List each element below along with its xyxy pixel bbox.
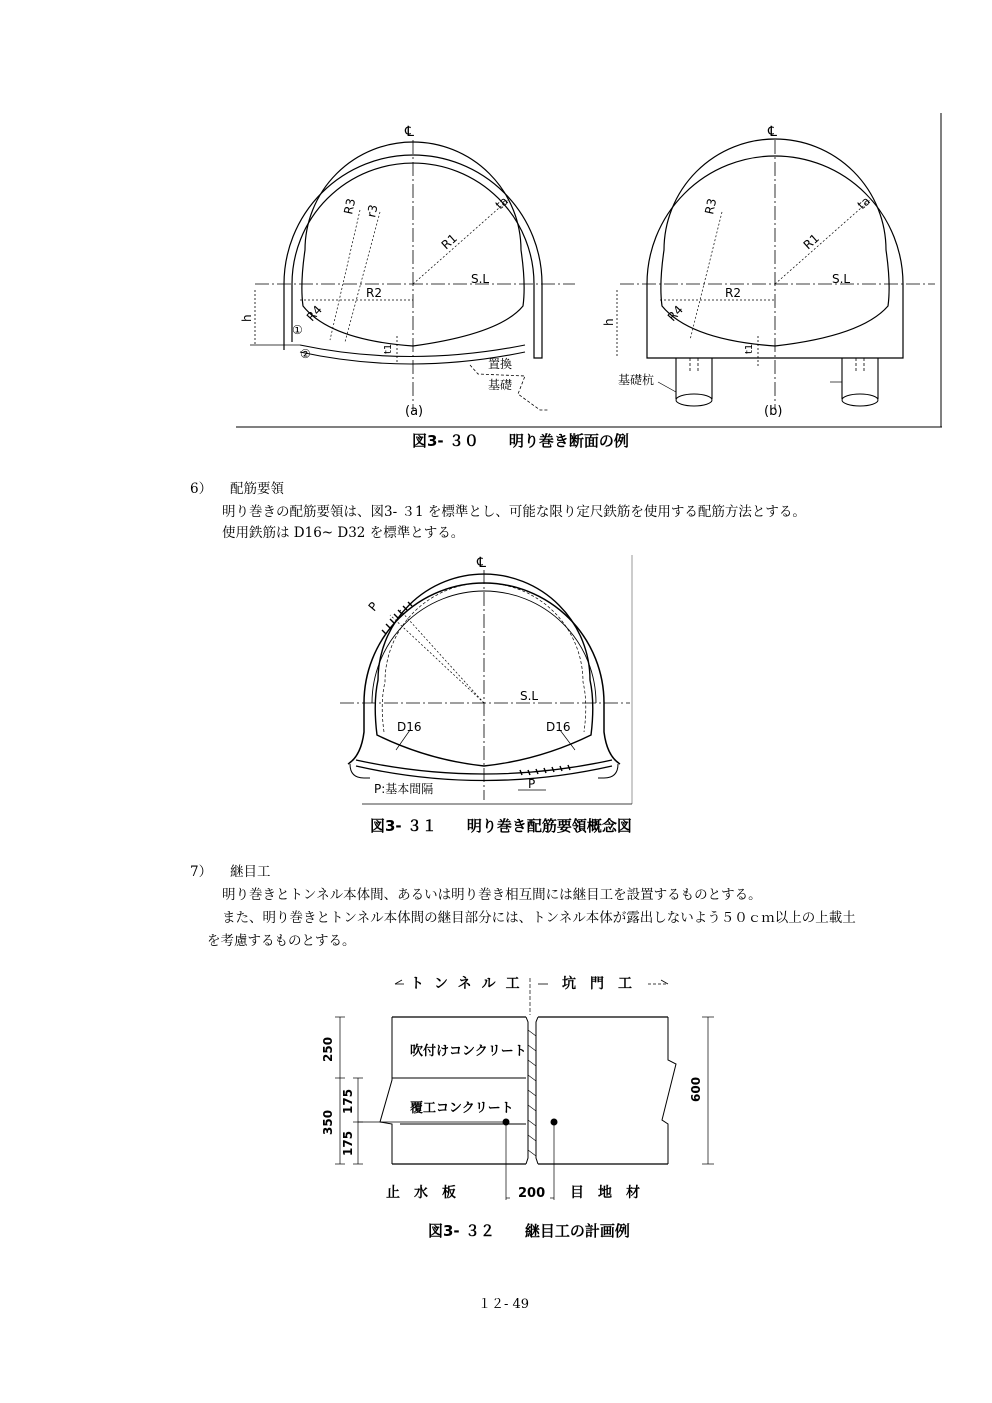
r3-small-a-label: r3: [364, 203, 381, 219]
portal-work-label: 坑 門 工: [562, 976, 632, 992]
dim-350-label: 350: [321, 1109, 335, 1135]
sl-a-label: S.L: [471, 272, 490, 286]
figure-3-30-caption: 図3- ３０ 明り巻き断面の例: [412, 432, 629, 450]
dim-250-label: 250: [321, 1036, 335, 1062]
page-number: １２- 49: [478, 1297, 530, 1312]
t1-b-label: t1: [744, 343, 755, 354]
r2-b-label: R2: [725, 286, 741, 300]
centerline-a-label: ℄: [405, 124, 414, 140]
dim-175a-label: 175: [341, 1088, 355, 1114]
tunnel-work-label: トンネル工: [410, 976, 530, 992]
section-6-number: 6）: [190, 481, 213, 497]
sl-31-label: S.L: [520, 689, 539, 703]
centerline-31-label: ℄: [477, 555, 486, 571]
lining-label: 覆工コンクリート: [410, 1101, 514, 1116]
replace-label: 置換: [488, 357, 513, 371]
base-label: 基礎: [488, 378, 513, 392]
r2-a-label: R2: [366, 286, 382, 300]
section-6-heading: 配筋要領: [230, 481, 284, 497]
section-7-line-3: を考慮するものとする。: [207, 933, 356, 949]
waterstop-dot-left: [503, 1119, 510, 1126]
circle2-label: ②: [300, 347, 311, 361]
sl-b-label: S.L: [832, 272, 851, 286]
p-bottom-label: P: [528, 777, 536, 791]
r4-b-label: R4: [664, 302, 686, 325]
dim-600-label: 600: [689, 1076, 703, 1102]
pile-label: 基礎杭: [618, 373, 655, 387]
r3-big-a-label: R3: [341, 197, 359, 216]
p-top-label: P: [365, 599, 381, 614]
waterstop-label: 止 水 板: [386, 1185, 456, 1201]
joint-detail: [335, 978, 714, 1200]
waterstop-dot-right: [551, 1119, 558, 1126]
r1-b-label: R1: [800, 231, 822, 253]
r4-a-label: R4: [303, 302, 325, 325]
r1-a-label: R1: [438, 231, 460, 253]
d16-left-label: D16: [397, 720, 422, 734]
joint-material-label: 目 地 材: [570, 1185, 640, 1201]
ta-a-label: ta: [492, 193, 511, 213]
ta-b-label: ta: [854, 193, 873, 213]
figure-3-32-caption: 図3- ３２ 継目工の計画例: [428, 1222, 630, 1240]
section-7-line-2: また、明り巻きとトンネル本体間の継目部分には、トンネル本体が露出しないよう５０ｃｍ以上の上載土: [222, 910, 856, 926]
panel-a-label: (a): [405, 404, 424, 419]
circle1-label: ①: [292, 323, 303, 337]
section-7-number: 7）: [190, 864, 213, 880]
dim-200-label: 200: [518, 1186, 546, 1201]
r3-b-label: R3: [702, 197, 720, 216]
dim-175b-label: 175: [341, 1130, 355, 1156]
panel-b-label: (b): [764, 404, 783, 419]
t1-a-label: t1: [383, 343, 394, 354]
section-6-line-2: 使用鉄筋は D16~ D32 を標準とする。: [222, 525, 465, 541]
section-6-line-1: 明り巻きの配筋要領は、図3- ３1 を標準とし、可能な限り定尺鉄筋を使用する配筋方法とする。: [222, 504, 806, 520]
h-a-label: h: [240, 314, 254, 322]
figure-3-31-caption: 図3- ３１ 明り巻き配筋要領概念図: [370, 817, 632, 835]
centerline-b-label: ℄: [768, 124, 777, 140]
section-7-heading: 継目工: [230, 864, 271, 880]
p-legend-label: P:基本間隔: [374, 782, 434, 796]
h-b-label: h: [602, 318, 616, 326]
d16-right-label: D16: [546, 720, 571, 734]
section-7-line-1: 明り巻きとトンネル本体間、あるいは明り巻き相互間には継目工を設置するものとする。: [222, 887, 762, 903]
shotcrete-label: 吹付けコンクリート: [410, 1044, 527, 1059]
